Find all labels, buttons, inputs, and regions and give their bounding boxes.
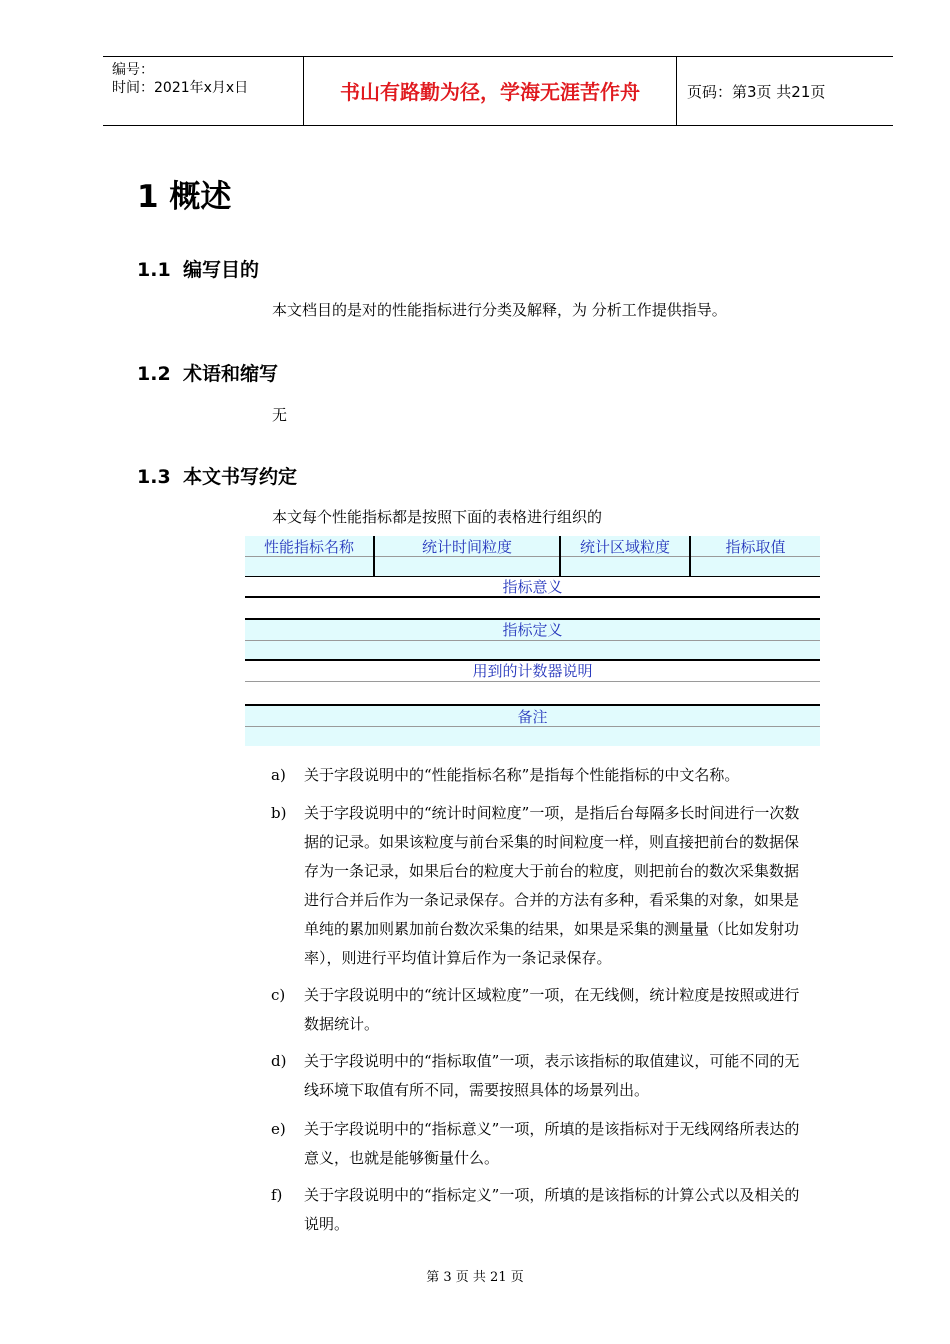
table-row-label: 备注 — [517, 708, 548, 726]
section-heading-1-2 — [137, 361, 278, 387]
list-marker: c) — [271, 986, 286, 1004]
section-number: 1.3 — [137, 466, 171, 488]
section-number: 1.1 — [137, 259, 171, 281]
list-item-line: 关于字段说明中的“性能指标名称”是指每个性能指标的中文名称。 — [304, 766, 740, 784]
table-column-header: 性能指标名称 — [263, 538, 354, 556]
list-marker: f) — [271, 1186, 283, 1204]
list-item-line: 率），则进行平均值计算后作为一条记录保存。 — [304, 949, 612, 967]
table-divider — [245, 726, 820, 727]
list-item-line: 单纯的累加则累加前台数次采集的结果，如果是采集的测量量（比如发射功 — [304, 920, 800, 938]
list-item-text — [304, 981, 864, 1039]
document-time-label: 时间：2021年x月x日 — [112, 80, 249, 96]
list-item-line: 进行合并后作为一条记录保存。合并的方法有多种，看采集的对象，如果是 — [304, 891, 800, 909]
section-title: 本文书写约定 — [183, 466, 298, 488]
table-column-header: 统计时间粒度 — [421, 538, 512, 556]
table-divider — [245, 596, 820, 598]
list-marker: e) — [271, 1120, 286, 1138]
table-column-header: 指标取值 — [725, 538, 786, 556]
list-marker: d) — [271, 1052, 287, 1070]
document-number-label: 编号： — [112, 62, 154, 78]
list-item-line: 数据统计。 — [304, 1015, 380, 1033]
table-row-label: 用到的计数器说明 — [472, 662, 593, 680]
header-page-number: 页码：第3页 共21页 — [687, 83, 826, 101]
section-body-1-3: 本文每个性能指标都是按照下面的表格进行组织的 — [272, 508, 603, 526]
chapter-title: 1 概述 — [137, 179, 232, 215]
table-row-label: 指标定义 — [502, 621, 563, 639]
list-item-line: 关于字段说明中的“统计时间粒度”一项，是指后台每隔多长时间进行一次数 — [304, 804, 800, 822]
table-column-header: 统计区域粒度 — [579, 538, 670, 556]
section-title: 术语和缩写 — [183, 363, 279, 385]
section-number: 1.2 — [137, 363, 171, 385]
list-item-line: 关于字段说明中的“指标定义”一项，所填的是该指标的计算公式以及相关的 — [304, 1186, 800, 1204]
table-divider — [245, 681, 820, 682]
header-motto: 书山有路勤为径，学海无涯苦作舟 — [340, 80, 640, 104]
page-footer: 第 3 页 共 21 页 — [426, 1270, 524, 1285]
indicator-template-table — [245, 536, 820, 746]
list-item-line: 意义，也就是能够衡量什么。 — [304, 1149, 500, 1167]
list-item-text — [304, 1115, 864, 1173]
table-divider — [245, 640, 820, 641]
header-meta-cell — [103, 57, 304, 125]
list-marker: b) — [271, 804, 287, 822]
list-item-line: 关于字段说明中的“指标取值”一项，表示该指标的取值建议，可能不同的无 — [304, 1052, 800, 1070]
section-heading-1-1 — [137, 257, 259, 283]
list-item-line: 说明。 — [304, 1215, 350, 1233]
list-item-text — [304, 1181, 864, 1239]
list-item-line: 线环境下取值有所不同，需要按照具体的场景列出。 — [304, 1081, 650, 1099]
list-marker: a) — [271, 766, 286, 784]
list-item-text — [304, 761, 864, 790]
list-item-line: 据的记录。如果该粒度与前台采集的时间粒度一样，则直接把前台的数据保 — [304, 833, 800, 851]
section-title: 编写目的 — [183, 259, 260, 281]
table-row-label: 指标意义 — [502, 578, 563, 596]
page-header — [103, 56, 893, 126]
list-item-text — [304, 799, 864, 973]
list-item-line: 存为一条记录，如果后台的粒度大于前台的粒度，则把前台的数次采集数据 — [304, 862, 800, 880]
list-item-text — [304, 1047, 864, 1105]
section-heading-1-3 — [137, 464, 297, 490]
list-item-line: 关于字段说明中的“指标意义”一项，所填的是该指标对于无线网络所表达的 — [304, 1120, 800, 1138]
section-body-1-2: 无 — [272, 406, 288, 424]
header-motto-cell — [304, 57, 677, 125]
section-body-1-1: 本文档目的是对的性能指标进行分类及解释，为 分析工作提供指导。 — [272, 301, 727, 319]
header-page-cell — [677, 57, 893, 125]
list-item-line: 关于字段说明中的“统计区域粒度”一项，在无线侧，统计粒度是按照或进行 — [304, 986, 800, 1004]
